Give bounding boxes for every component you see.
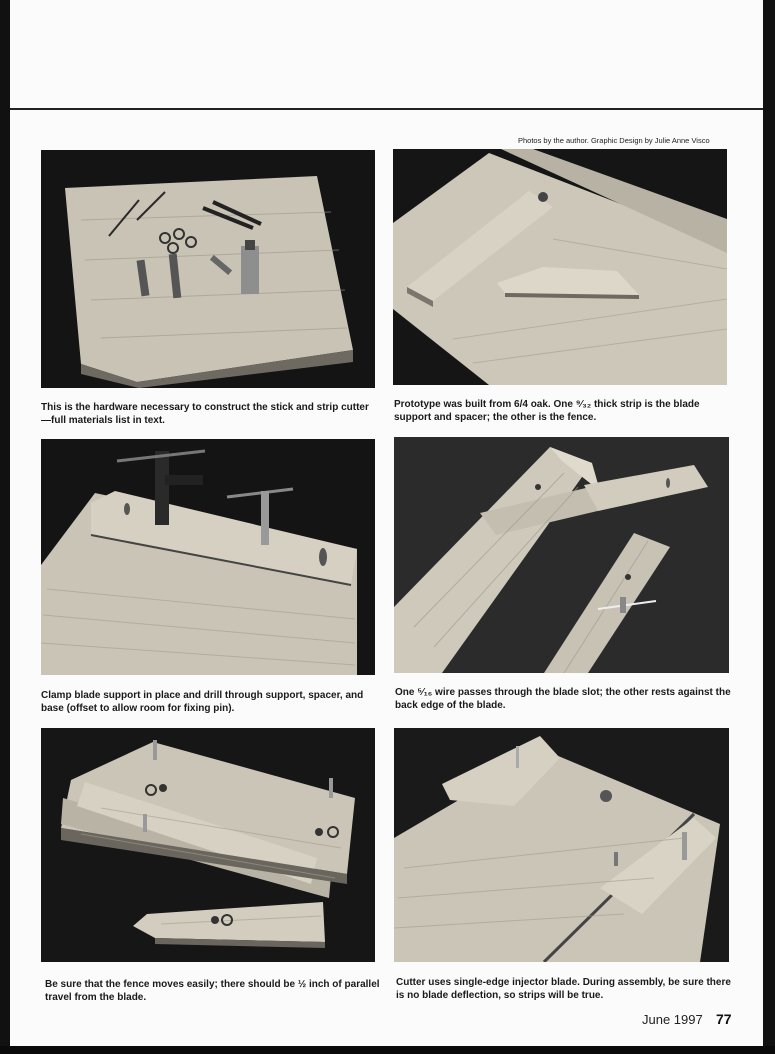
photo-clamp — [41, 439, 375, 675]
caption-hardware: This is the hardware necessary to construct the stick and strip cutter—full materials list in text. — [41, 402, 369, 426]
photo-credit: Photos by the author. Graphic Design by Julie Anne Visco — [518, 136, 710, 145]
photo-fence-image — [41, 728, 375, 962]
caption-wire: One ⁵⁄₁₆ wire passes through the blade slot; the other rests against the back edge of the blade. — [395, 687, 731, 711]
caption-prototype: Prototype was built from 6/4 oak. One ⁹⁄₃₂ thick strip is the blade support and spacer; the other is the fence. — [394, 399, 700, 423]
photo-hardware — [41, 150, 375, 388]
scan-border — [0, 1046, 775, 1054]
page-number: 77 — [716, 1011, 732, 1027]
photo-fence — [41, 728, 375, 962]
photo-prototype-image — [393, 149, 727, 385]
magazine-page — [10, 0, 763, 1046]
photo-clamp-image — [41, 439, 375, 675]
top-rule — [10, 108, 763, 110]
caption-cutter: Cutter uses single-edge injector blade. During assembly, be sure there is no blade deflection, so strips will be true. — [396, 977, 731, 1001]
caption-clamp: Clamp blade support in place and drill through support, spacer, and base (offset to allow room for fixing pin). — [41, 690, 364, 714]
photo-wire — [394, 437, 729, 673]
photo-hardware-image — [41, 150, 375, 388]
photo-prototype — [393, 149, 727, 385]
photo-wire-image — [394, 437, 729, 673]
photo-cutter-image — [394, 728, 729, 962]
issue-date: June 1997 — [642, 1012, 703, 1027]
photo-cutter — [394, 728, 729, 962]
caption-fence: Be sure that the fence moves easily; there should be ½ inch of parallel travel from the blade. — [45, 979, 380, 1003]
